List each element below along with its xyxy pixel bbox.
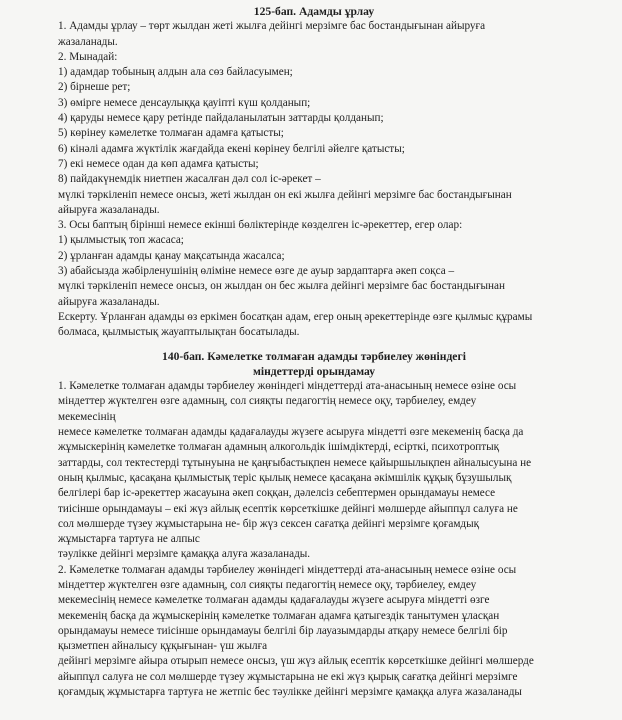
text-line: 1) адамдар тобының алдын ала сөз байласуымен; (58, 66, 293, 79)
text-line: міндеттер жүктелген өзге адамның, сол сияқты педагогтің немесе оқу, тәрбиелеу, емдеу (58, 578, 477, 591)
text-line: Ескерту. Ұрланған адамды өз еркімен босатқан адам, егер оның әрекеттерінде өзге қылмыс құрамы (58, 310, 533, 323)
text-line: мекеменің басқа да жұмыскерінің кәмелетке толмаған адамға қатыгездік танытумен ұласқан (58, 609, 500, 622)
text-line: 3. Осы баптың бірінші немесе екінші бөліктерінде көзделген іс-әрекеттер, егер олар: (58, 219, 463, 232)
text-line: мүлкі тәркіленіп немесе онсыз, он жылдан он бес жылға дейінгі мерзімге бас бостандығынан (58, 280, 505, 293)
text-line: айыруға жазаланады. (58, 203, 160, 216)
text-line: 1. Адамды ұрлау – төрт жылдан жеті жылға дейінгі мерзімге бас бостандығынан айыруға (58, 20, 486, 33)
text-line: 2) ұрланған адамды қанау мақсатында жасалса; (58, 249, 285, 262)
text-line: мүлкі тәркіленіп немесе онсыз, жеті жылдан он екі жылға дейінгі мерзімге бас бостандығынан (58, 188, 512, 201)
text-line: 8) пайдакүнемдік ниетпен жасалған дәл сол іс-әрекет – (58, 173, 321, 186)
text-line: қоғамдық жұмыстарға тартуға не жетпіс бес тәулікке дейінгі мерзімге қамаққа алуға жазаланады (58, 686, 522, 699)
text-line: орындамауы немесе тиісінше орындамауы белгілі бір лауазымдарды атқару немесе белгілі бір (58, 624, 508, 637)
text-line: немесе кәмелетке толмаған адамды қадағалауды жүзеге асыруға міндетті өзге мекеменің басқа да (58, 426, 524, 439)
text-line: айыруға жазаланады. (58, 295, 160, 308)
text-line: сол мөлшерде түзеу жұмыстарына не- бір жүз сексен сағатқа дейінгі мерзімге қоғамдық (58, 517, 480, 530)
text-line: жұмыскерінің кәмелетке толмаған адамның алкогольдік ішімдіктерді, есірткі, психотроптық (58, 441, 500, 454)
text-line: 1) қылмыстық топ жасаса; (58, 234, 184, 247)
text-line: 1. Кәмелетке толмаған адамды тәрбиелеу жөніндегі міндеттерді ата-анасының немесе өзіне осы (58, 380, 517, 393)
text-line: міндеттер жүктелген өзге адамның, сол сияқты педагогтің немесе оқу, тәрбиелеу, емдеу (58, 395, 477, 408)
text-line: мекемесінің (58, 410, 116, 423)
text-line: 5) көрінеу кәмелетке толмаған адамға қатысты; (58, 127, 284, 140)
article-140-body (58, 379, 570, 700)
article-140-title-line2: міндеттерді орындамау (252, 364, 376, 378)
text-line: дейінгі мерзімге айыра отырып немесе онсыз, үш жүз айлық есептік көрсеткішке дейінгі мөлшерде (58, 655, 534, 668)
text-line: оның қылмыс, қасақана қылмыстық теріс қылық немесе қасақана әкімшілік құқық бұзушылық (58, 471, 512, 484)
text-line: белгілері бар іс-әрекеттер жасауына әкеп соққан, дәлелсіз себептермен орындамауы немесе (58, 487, 496, 500)
text-line: тиісінше орындамауы – екі жүз айлық есептік көрсеткішке дейінгі мөлшерде айыппұл салуға не (58, 502, 518, 515)
text-line: тәулікке дейінгі мерзімге қамаққа алуға жазаланады. (58, 548, 311, 561)
text-line: 2. Кәмелетке толмаған адамды тәрбиелеу жөніндегі міндеттерді ата-анасының немесе өзіне осы (58, 563, 517, 576)
article-140-title-line1: 140-бап. Кәмелетке толмаған адамды тәрбиелеу жөніндегі (162, 349, 466, 363)
text-line: жұмыстарға тартуға не алпыс (58, 533, 200, 546)
text-line: 3) абайсызда жәбірленушінің өліміне немесе өзге де ауыр зардаптарға әкеп соқса – (58, 265, 455, 278)
text-line: айыппұл салуға не сол мөлшерде түзеу жұмыстарына не екі жүз қырық сағатқа дейінгі мерзімге (58, 670, 518, 683)
text-line: 3) өмірге немесе денсаулыққа қауіпті күш қолданып; (58, 96, 311, 109)
text-line: жазаланады. (58, 35, 118, 48)
text-line: қызметпен айналысу құқығынан- үш жылға (58, 640, 268, 653)
text-line: болмаса, қылмыстық жауаптылықтан босатылады. (58, 326, 300, 339)
text-line: 6) кінәлі адамға жүктілік жағдайда екені көрінеу белгілі әйелге қатысты; (58, 142, 405, 155)
text-line: 7) екі немесе одан да көп адамға қатысты; (58, 157, 259, 170)
article-125-title: 125-бап. Адамды ұрлау (253, 5, 375, 18)
text-line: 4) қаруды немесе қару ретінде пайдаланылатын заттарды қолданып; (58, 112, 384, 125)
text-line: 2) бірнеше рет; (58, 81, 131, 94)
text-line: заттарды, сол тектестерді тұтынуына не қаңғыбастықпен немесе қайыршылықпен айналысуына не (58, 456, 532, 469)
text-line: мекемесінің немесе кәмелетке толмаған адамды қадағалауды жүзеге асыруға міндетті өзге (58, 594, 490, 607)
text-line: 2. Мынадай: (58, 50, 118, 63)
article-125-body (58, 19, 570, 340)
